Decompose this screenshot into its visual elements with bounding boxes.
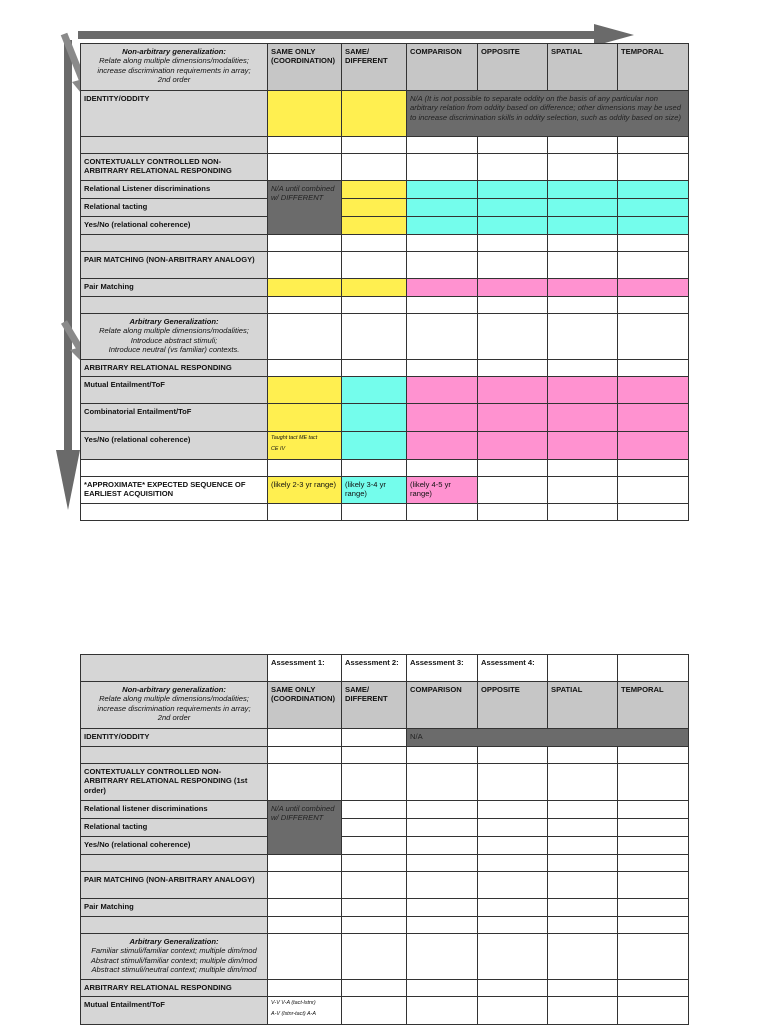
table-row [81,477,689,504]
table-row [81,217,689,235]
row-label: ARBITRARY RELATIONAL RESPONDING [81,980,268,997]
assessment-label: Assessment 2: [342,655,407,682]
column-header: SAME ONLY (COORDINATION) [268,44,342,91]
row-label: Yes/No (relational coherence) [81,217,268,235]
arb-title: Arbitrary Generalization: [129,937,219,946]
table-row [81,819,689,837]
assessment-row [81,655,689,682]
sequence-cell: (likely 2-3 yr range) [268,477,342,504]
na-cell: N/A [407,729,689,747]
column-header: SAME/ DIFFERENT [342,682,407,729]
table-row [81,314,689,360]
row-label: Relational tacting [81,819,268,837]
column-header: SAME/ DIFFERENT [342,44,407,91]
generalization-cell [81,314,268,360]
na-cell: N/A until combined w/ DIFFERENT [268,181,342,235]
yellow-cell [342,91,407,137]
table-row [81,837,689,855]
column-header: OPPOSITE [478,44,548,91]
sequence-cell: (likely 3-4 yr range) [342,477,407,504]
table-row [81,729,689,747]
cell-note: A-V (lstnr-tact) A-A [271,1010,316,1017]
table-row [81,980,689,997]
table-row [81,404,689,432]
row-label: Relational listener discriminations [81,801,268,819]
column-header: SPATIAL [548,44,618,91]
row-label: Pair Matching [81,899,268,917]
table-row [81,917,689,934]
assessment-label: Assessment 4: [478,655,548,682]
arb-description: Familiar stimuli/familiar context; multiple dim/mod Abstract stimuli/familiar context; multiple dim/mod Abstract stimuli/neutral context; multiple dim/mod [90,946,258,975]
table-row [81,91,689,137]
row-label: CONTEXTUALLY CONTROLLED NON-ARBITRARY RELATIONAL RESPONDING [81,154,268,181]
header-cell [81,44,268,91]
row-label: Yes/No (relational coherence) [81,432,268,460]
sequence-label: *APPROXIMATE* EXPECTED SEQUENCE OF EARLIEST ACQUISITION [81,477,268,504]
assessment-table [80,654,689,1025]
header-title: Non-arbitrary generalization: [122,685,226,694]
yellow-cell [268,432,342,460]
row-label: Mutual Entailment/ToF [81,377,268,404]
table-row [81,764,689,801]
cell-note: Taught tact ME tact [271,435,318,441]
table-row [81,235,689,252]
column-header: TEMPORAL [618,682,689,729]
table-row [81,377,689,404]
row-label: Relational Listener discriminations [81,181,268,199]
table-row [81,997,689,1025]
table-row [81,855,689,872]
table-row [81,181,689,199]
generalization-cell [81,934,268,980]
mutual-cell[interactable] [268,997,342,1025]
cell-note: CE IV [271,445,286,452]
sequence-cell: (likely 4-5 yr range) [407,477,478,504]
row-label: Yes/No (relational coherence) [81,837,268,855]
row-label: IDENTITY/ODDITY [81,729,268,747]
na-cell: N/A (It is not possible to separate oddity on the basis of any particular non arbitrary relation from oddity based on difference; other dimensions may be used to increase discrimination skills in oddity selection, such as oddity based on size) [407,91,689,137]
column-header: OPPOSITE [478,682,548,729]
row-label: PAIR MATCHING (NON-ARBITRARY ANALOGY) [81,872,268,899]
arb-title: Arbitrary Generalization: [129,317,219,326]
column-header: TEMPORAL [618,44,689,91]
assessment-label: Assessment 1: [268,655,342,682]
table-row [81,279,689,297]
column-header: COMPARISON [407,44,478,91]
table-row [81,934,689,980]
row-label: Combinatorial Entailment/ToF [81,404,268,432]
table-row [81,801,689,819]
na-cell: N/A until combined w/ DIFFERENT [268,801,342,855]
table-row [81,137,689,154]
yellow-cell [268,91,342,137]
relational-skills-table [80,43,689,521]
row-label: ARBITRARY RELATIONAL RESPONDING [81,360,268,377]
column-header: COMPARISON [407,682,478,729]
table-header-row [81,682,689,729]
row-label: Relational tacting [81,199,268,217]
cell-note: V-V V-A (tact-lstnr) [271,1000,316,1006]
arb-description: Relate along multiple dimensions/modalities; Introduce abstract stimuli; Introduce neutral (vs familiar) contexts. [99,326,249,355]
assessment-label: Assessment 3: [407,655,478,682]
table-row [81,432,689,460]
table-row [81,360,689,377]
row-label: IDENTITY/ODDITY [81,91,268,137]
table-row [81,154,689,181]
table-row [81,504,689,521]
header-cell [81,682,268,729]
table-row [81,460,689,477]
row-label: CONTEXTUALLY CONTROLLED NON-ARBITRARY RELATIONAL RESPONDING (1st order) [81,764,268,801]
table-row [81,747,689,764]
table-row [81,297,689,314]
column-header: SAME ONLY (COORDINATION) [268,682,342,729]
table-row [81,252,689,279]
row-label: Pair Matching [81,279,268,297]
table-row [81,199,689,217]
header-description: Relate along multiple dimensions/modalities; increase discrimination requirements in array; 2nd order [97,56,251,85]
header-title: Non-arbitrary generalization: [122,47,226,56]
table-row [81,872,689,899]
row-label: Mutual Entailment/ToF [81,997,268,1025]
row-label: PAIR MATCHING (NON-ARBITRARY ANALOGY) [81,252,268,279]
header-description: Relate along multiple dimensions/modalities; increase discrimination requirements in array; 2nd order [97,694,251,723]
table-header-row [81,44,689,91]
table-row [81,899,689,917]
column-header: SPATIAL [548,682,618,729]
